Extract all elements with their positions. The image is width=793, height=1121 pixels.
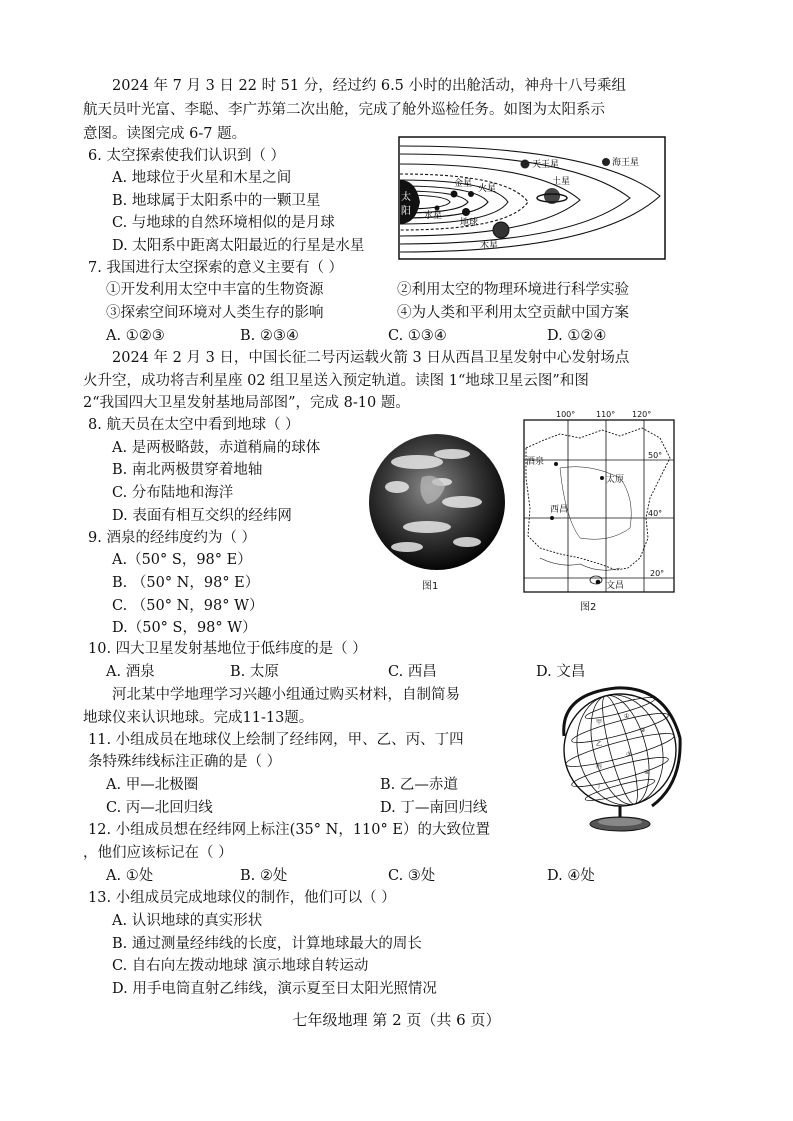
q8-option-c: C. 分布陆地和海洋 — [112, 485, 234, 501]
earth-dot — [462, 208, 470, 216]
q12-stem-line1: 12. 小组成员想在经纬网上标注(35° N，110° E）的大致位置 — [88, 822, 490, 838]
launch-base-map — [520, 408, 680, 596]
map-lat-40: 40° — [648, 509, 663, 518]
q12-option-a: A. ①处 — [106, 868, 154, 884]
page-footer: 七年级地理 第 2 页（共 6 页） — [292, 1011, 501, 1029]
q11-option-b: B. 乙—赤道 — [380, 777, 458, 793]
neptune-dot — [602, 158, 610, 166]
svg-text:丁: 丁 — [596, 783, 603, 790]
passage1-line2: 航天员叶光富、李聪、李广苏第二次出舱，完成了舱外巡检任务。如图为太阳系示 — [83, 102, 605, 118]
map-label-xichang: 西昌 — [550, 505, 569, 515]
figure1-caption: 图1 — [422, 581, 439, 592]
passage2-line3: 2“我国四大卫星发射基地局部图”，完成 8-10 题。 — [83, 395, 410, 411]
passage2-line2: 火升空，成功将吉利星座 02 组卫星送入预定轨道。读图 1“地球卫星云图”和图 — [83, 373, 589, 389]
q13-option-a: A. 认识地球的真实形状 — [112, 913, 263, 929]
q10-option-d: D. 文昌 — [536, 664, 586, 680]
passage3-line1: 河北某中学地理学习兴趣小组通过购买材料，自制简易 — [112, 687, 460, 703]
passage1-line3: 意图。读图完成 6-7 题。 — [83, 126, 247, 142]
mars-label: 火星 — [478, 183, 497, 193]
q9-option-b: B. （50° N，98° E） — [112, 575, 260, 591]
jupiter-circle — [493, 222, 509, 238]
q11-stem-line2: 条特殊纬线标注正确的是（ ） — [88, 754, 282, 770]
q13-option-d: D. 用手电筒直射乙纬线，演示夏至日太阳光照情况 — [112, 981, 437, 997]
q8-stem: 8. 航天员在太空中看到地球（ ） — [88, 417, 300, 433]
q12-option-b: B. ②处 — [240, 868, 288, 884]
q8-option-a: A. 是两极略鼓，赤道稍扁的球体 — [112, 440, 321, 456]
neptune-label: 海王星 — [612, 157, 640, 167]
map-label-jiuquan: 酒泉 — [526, 457, 545, 467]
q12-option-c: C. ③处 — [388, 868, 436, 884]
map-lon-110: 110° — [596, 410, 616, 419]
passage1-line1: 2024 年 7 月 3 日 22 时 51 分，经过约 6.5 小时的出舱活动，神舟十八号乘组 — [112, 78, 627, 94]
q6-option-b: B. 地球属于太阳系中的一颗卫星 — [112, 193, 321, 209]
svg-text:④: ④ — [644, 769, 650, 776]
saturn-label: 土星 — [552, 176, 571, 186]
q8-option-d: D. 表面有相互交织的经纬网 — [112, 508, 292, 524]
q12-option-d: D. ④处 — [547, 868, 595, 884]
q6-stem: 6. 太空探索使我们认识到（ ） — [88, 148, 286, 164]
map-label-taiyuan: 太原 — [606, 475, 625, 485]
taiyuan-dot — [600, 476, 604, 480]
svg-text:②: ② — [640, 727, 646, 734]
globe-figure — [556, 684, 684, 840]
q10-option-a: A. 酒泉 — [106, 664, 155, 680]
map-lon-100: 100° — [556, 410, 576, 419]
uranus-label: 天王星 — [532, 159, 560, 169]
q9-stem: 9. 酒泉的经纬度约为（ ） — [88, 530, 257, 546]
jiuquan-dot — [554, 462, 558, 466]
earth-cloud-image — [367, 432, 507, 572]
q7-item-3: ③探索空间环境对人类生存的影响 — [106, 305, 324, 321]
solar-system-figure — [398, 136, 666, 260]
q11-option-a: A. 甲—北极圈 — [106, 777, 199, 793]
q7-item-2: ②利用太空的物理环境进行科学实验 — [397, 282, 629, 298]
q10-stem: 10. 四大卫星发射基地位于低纬度的是（ ） — [88, 641, 367, 657]
venus-dot — [451, 191, 458, 198]
q7-option-d: D. ①②④ — [547, 328, 607, 344]
map-lon-120: 120° — [632, 410, 652, 419]
q11-option-d: D. 丁—南回归线 — [380, 800, 488, 816]
q6-option-c: C. 与地球的自然环境相似的是月球 — [112, 215, 335, 231]
q6-option-a: A. 地球位于火星和木星之间 — [112, 170, 292, 186]
xichang-dot — [550, 516, 554, 520]
q10-option-b: B. 太原 — [230, 664, 279, 680]
map-lat-20: 20° — [650, 569, 665, 578]
svg-text:丙: 丙 — [596, 763, 603, 770]
q7-item-4: ④为人类和平利用太空贡献中国方案 — [397, 305, 629, 321]
q7-option-b: B. ②③④ — [240, 328, 299, 344]
svg-text:甲: 甲 — [596, 719, 603, 726]
mars-dot — [468, 191, 474, 197]
svg-text:乙: 乙 — [596, 741, 603, 748]
jupiter-label: 木星 — [480, 240, 499, 250]
q11-option-c: C. 丙—北回归线 — [106, 800, 213, 816]
q7-item-1: ①开发利用太空中丰富的生物资源 — [106, 282, 324, 298]
svg-text:①: ① — [624, 713, 630, 720]
passage3-line2: 地球仪来认识地球。完成11-13题。 — [83, 710, 314, 726]
q6-option-d: D. 太阳系中距离太阳最近的行星是水星 — [112, 238, 365, 254]
sun-label-1: 太 — [401, 192, 411, 203]
q9-option-c: C. （50° N，98° W） — [112, 598, 264, 614]
q12-stem-line2: ，他们应该标记在（ ） — [83, 845, 233, 861]
map-lat-50: 50° — [648, 451, 663, 460]
figure2-caption: 图2 — [580, 602, 597, 613]
uranus-dot — [521, 160, 530, 169]
q7-stem: 7. 我国进行太空探索的意义主要有（ ） — [88, 260, 344, 276]
mercury-label: 水星 — [424, 210, 443, 220]
passage2-line1: 2024 年 2 月 3 日，中国长征二号丙运载火箭 3 日从西昌卫星发射中心发射场点 — [112, 350, 630, 366]
sun-label-2: 阳 — [401, 206, 411, 217]
q10-option-c: C. 西昌 — [388, 664, 437, 680]
q9-option-d: D.（50° S，98° W） — [112, 620, 257, 636]
earth-label: 地球 — [460, 217, 479, 227]
svg-text:③: ③ — [626, 751, 632, 758]
q9-option-a: A.（50° S，98° E） — [112, 552, 252, 568]
q13-option-c: C. 自右向左拨动地球 演示地球自转运动 — [112, 958, 369, 974]
q13-stem: 13. 小组成员完成地球仪的制作，他们可以（ ） — [88, 890, 396, 906]
q8-option-b: B. 南北两极贯穿着地轴 — [112, 462, 263, 478]
q7-option-c: C. ①③④ — [388, 328, 447, 344]
venus-label: 金星 — [454, 178, 473, 188]
q7-option-a: A. ①②③ — [106, 328, 165, 344]
map-label-wenchang: 文昌 — [606, 581, 625, 591]
q13-option-b: B. 通过测量经纬线的长度，计算地球最大的周长 — [112, 936, 422, 952]
q11-stem-line1: 11. 小组成员在地球仪上绘制了经纬网，甲、乙、丙、丁四 — [88, 732, 464, 748]
